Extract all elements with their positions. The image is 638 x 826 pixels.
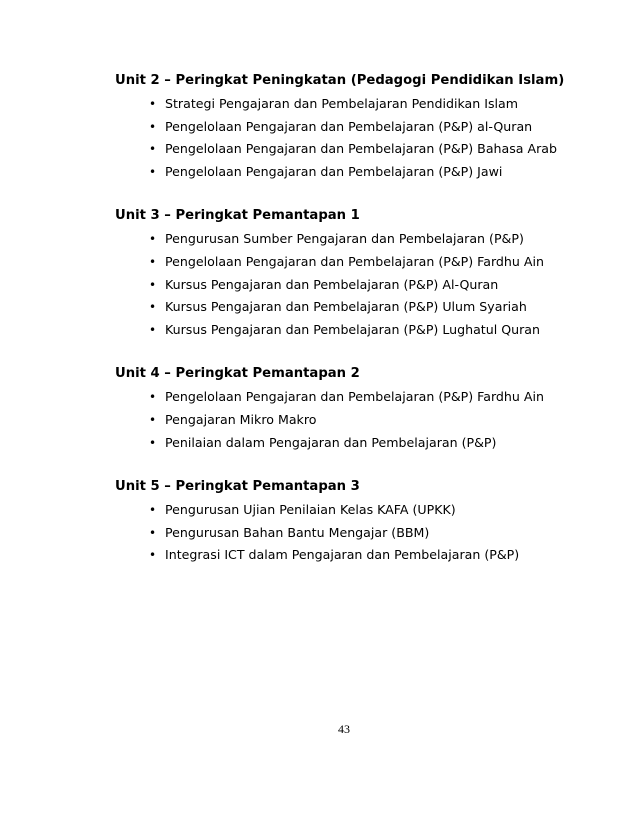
list-item-text: Pengelolaan Pengajaran dan Pembelajaran (P&P) Bahasa Arab: [165, 141, 558, 157]
list-item: [115, 228, 595, 251]
unit-heading: Unit 3 – Peringkat Pemantapan 1: [115, 208, 360, 224]
bullet-icon: •: [149, 164, 157, 179]
list-item: [115, 161, 595, 184]
list-item-text: Pengelolaan Pengajaran dan Pembelajaran (P&P) Jawi: [165, 163, 503, 179]
list-item: [115, 432, 595, 455]
bullet-icon: •: [149, 97, 157, 111]
list-item: [115, 138, 595, 161]
unit-section: [115, 70, 595, 183]
unit-heading: Unit 4 – Peringkat Pemantapan 2: [115, 366, 360, 382]
bullet-icon: •: [149, 142, 157, 157]
unit-section: [115, 363, 595, 454]
list-item-text: Kursus Pengajaran dan Pembelajaran (P&P) Lughatul Quran: [165, 321, 540, 337]
list-item: [115, 116, 595, 139]
list-item: [115, 93, 595, 116]
list-item-text: Pengelolaan Pengajaran dan Pembelajaran (P&P) Fardhu Ain: [165, 253, 544, 269]
unit-section: [115, 476, 595, 567]
bullet-list: [115, 93, 595, 183]
bullet-icon: •: [149, 435, 157, 450]
list-item-text: Pengelolaan Pengajaran dan Pembelajaran (P&P) al-Quran: [165, 118, 533, 134]
list-item: [115, 296, 595, 319]
list-item: [115, 522, 595, 545]
list-item-text: Kursus Pengajaran dan Pembelajaran (P&P) Al-Quran: [165, 276, 499, 292]
list-item-text: Strategi Pengajaran dan Pembelajaran Pendidikan Islam: [165, 96, 518, 111]
bullet-list: [115, 228, 595, 341]
list-item: [115, 319, 595, 342]
bullet-icon: •: [149, 277, 157, 292]
bullet-icon: •: [149, 390, 157, 405]
list-item-text: Pengajaran Mikro Makro: [165, 411, 317, 427]
bullet-list: [115, 386, 595, 454]
bullet-icon: •: [149, 525, 157, 540]
unit-heading: Unit 2 – Peringkat Peningkatan (Pedagogi Pendidikan Islam): [115, 73, 565, 88]
bullet-icon: •: [149, 300, 157, 315]
list-item: [115, 274, 595, 297]
list-item: [115, 544, 595, 567]
list-item: [115, 499, 595, 522]
unit-heading: Unit 5 – Peringkat Pemantapan 3: [115, 479, 360, 495]
unit-sections: [115, 70, 595, 589]
unit-section: [115, 205, 595, 341]
bullet-icon: •: [149, 232, 157, 247]
page-number: 43: [338, 722, 350, 736]
bullet-icon: •: [149, 548, 157, 563]
list-item-text: Pengurusan Ujian Penilaian Kelas KAFA (UPKK): [165, 502, 456, 518]
list-item: [115, 386, 595, 409]
list-item-text: Integrasi ICT dalam Pengajaran dan Pembelajaran (P&P): [165, 547, 520, 563]
bullet-list: [115, 499, 595, 567]
list-item-text: Pengurusan Bahan Bantu Mengajar (BBM): [165, 524, 430, 540]
list-item: [115, 251, 595, 274]
bullet-icon: •: [149, 412, 157, 427]
list-item-text: Pengurusan Sumber Pengajaran dan Pembelajaran (P&P): [165, 231, 524, 247]
bullet-icon: •: [149, 254, 157, 269]
list-item: [115, 409, 595, 432]
list-item-text: Kursus Pengajaran dan Pembelajaran (P&P) Ulum Syariah: [165, 299, 527, 315]
list-item-text: Pengelolaan Pengajaran dan Pembelajaran (P&P) Fardhu Ain: [165, 389, 544, 405]
bullet-icon: •: [149, 322, 157, 337]
list-item-text: Penilaian dalam Pengajaran dan Pembelajaran (P&P): [165, 434, 497, 450]
bullet-icon: •: [149, 503, 157, 518]
bullet-icon: •: [149, 119, 157, 134]
